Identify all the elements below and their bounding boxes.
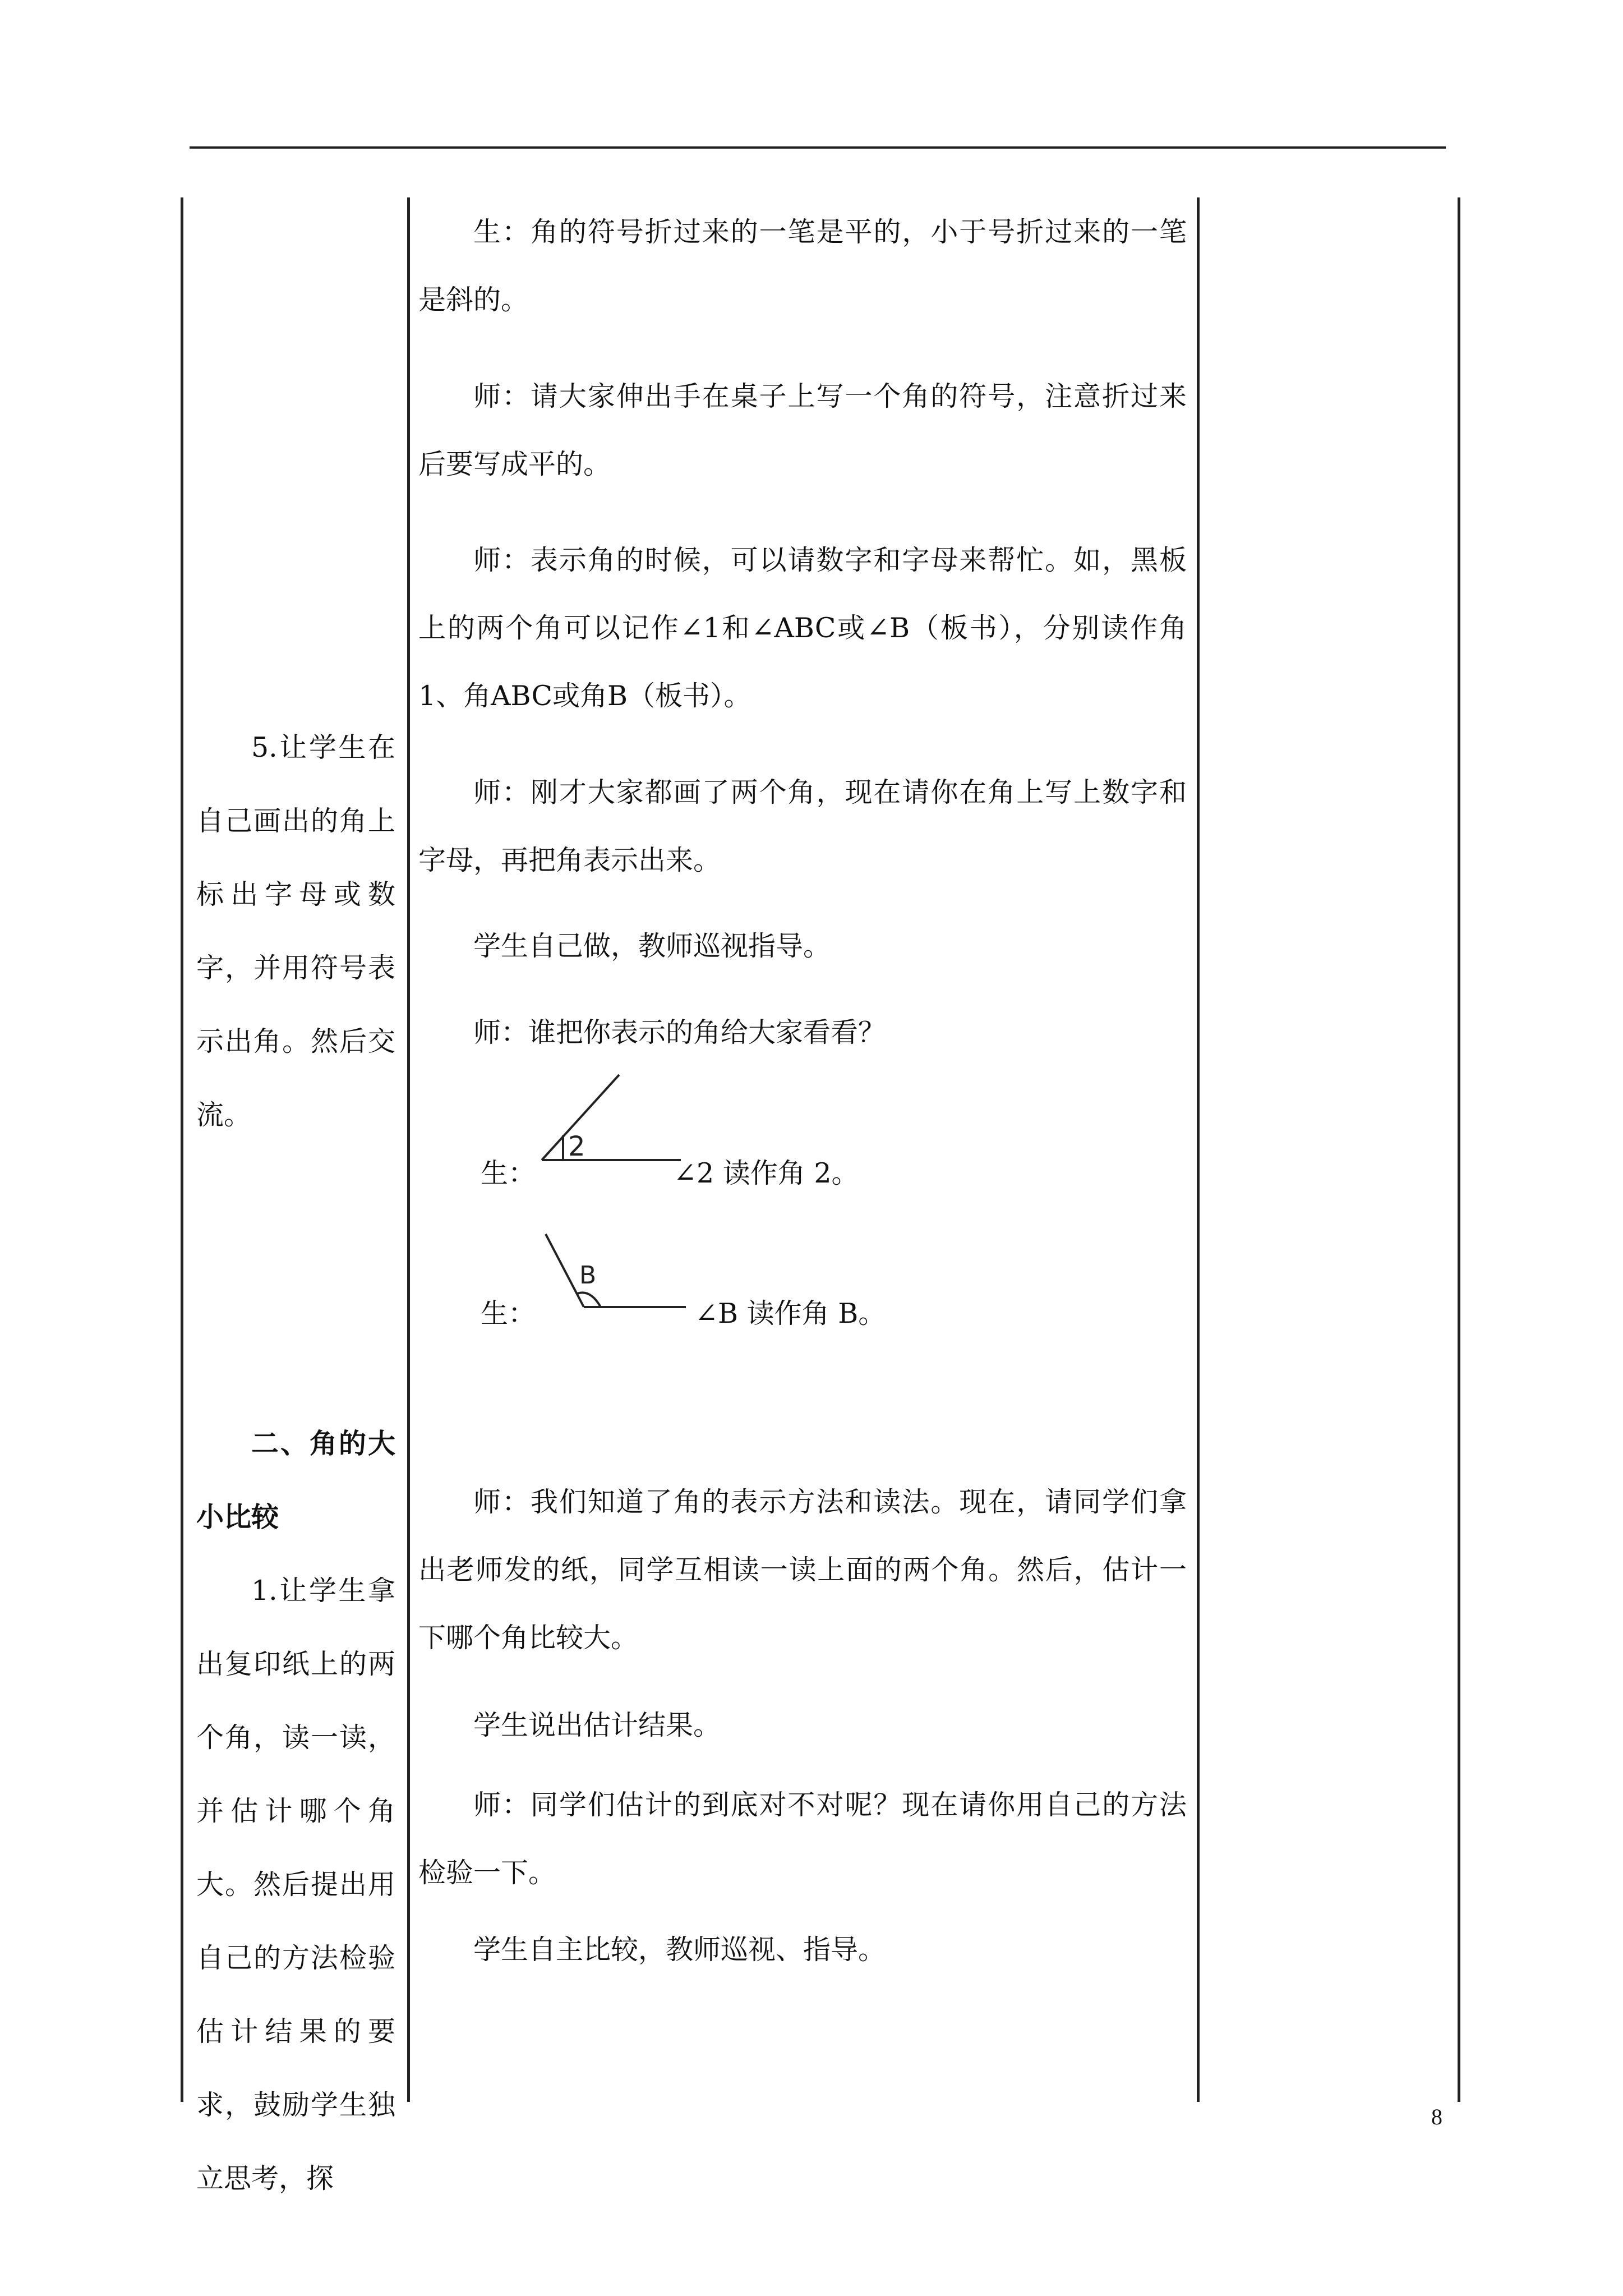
paragraph-teacher-verify: 师：同学们估计的到底对不对呢？现在请你用自己的方法检验一下。 bbox=[418, 1789, 1187, 1889]
header-rule bbox=[190, 146, 1446, 149]
figure-angle-2-row bbox=[418, 1157, 1187, 1190]
left-column bbox=[196, 197, 395, 2215]
figure-angle-b-caption: ∠B 读作角 B。 bbox=[695, 1297, 886, 1329]
table-border-col1 bbox=[407, 197, 410, 2102]
paragraph-student-estimate: 学生说出估计结果。 bbox=[473, 1709, 721, 1741]
figure-angle-b bbox=[545, 1230, 690, 1319]
figure-angle-2 bbox=[541, 1067, 686, 1162]
left-item-1: 1.让学生拿出复印纸上的两个角，读一读，并估计哪个角大。然后提出用自己的方法检验估计结果的要求，鼓励学生独立思考，探 bbox=[196, 1575, 395, 2194]
paragraph-student-symbol: 生：角的符号折过来的一笔是平的，小于号折过来的一笔是斜的。 bbox=[418, 216, 1187, 316]
figure-angle-2-label: 2 bbox=[568, 1131, 585, 1162]
paragraph-student-compare: 学生自主比较，教师巡视、指导。 bbox=[473, 1934, 886, 1966]
section-heading-angle-comparison: 二、角的大小比较 bbox=[196, 1427, 395, 1533]
figure-angle-b-label: B bbox=[579, 1261, 597, 1290]
figure-angle-2-speaker: 生： bbox=[481, 1157, 536, 1189]
left-item-5: 5.让学生在自己画出的角上标出字母或数字，并用符号表示出角。然后交流。 bbox=[196, 731, 395, 1131]
figure-angle-2-caption: ∠2 读作角 2。 bbox=[674, 1157, 859, 1189]
figure-angle-b-row bbox=[418, 1297, 1187, 1331]
table-border-col2 bbox=[1197, 197, 1200, 2102]
table-border-left bbox=[181, 197, 183, 2102]
paragraph-teacher-show: 师：谁把你表示的角给大家看看？ bbox=[473, 1016, 886, 1048]
paragraph-teacher-compare: 师：我们知道了角的表示方法和读法。现在，请同学们拿出老师发的纸，同学互相读一读上面的两个角。然后，估计一下哪个角比较大。 bbox=[418, 1486, 1187, 1654]
paragraph-teacher-label-angles: 师：刚才大家都画了两个角，现在请你在角上写上数字和字母，再把角表示出来。 bbox=[418, 776, 1187, 876]
table-border-right bbox=[1458, 197, 1460, 2102]
figure-angle-b-speaker: 生： bbox=[481, 1297, 536, 1329]
paragraph-student-practice: 学生自己做，教师巡视指导。 bbox=[473, 930, 831, 962]
paragraph-teacher-notation: 师：表示角的时候，可以请数字和字母来帮忙。如，黑板上的两个角可以记作∠1和∠ABC或∠B（板书），分别读作角1、角ABC或角B（板书）。 bbox=[418, 544, 1187, 712]
page-number: 8 bbox=[1431, 2104, 1442, 2129]
paragraph-teacher-write-symbol: 师：请大家伸出手在桌子上写一个角的符号，注意折过来后要写成平的。 bbox=[418, 380, 1187, 480]
